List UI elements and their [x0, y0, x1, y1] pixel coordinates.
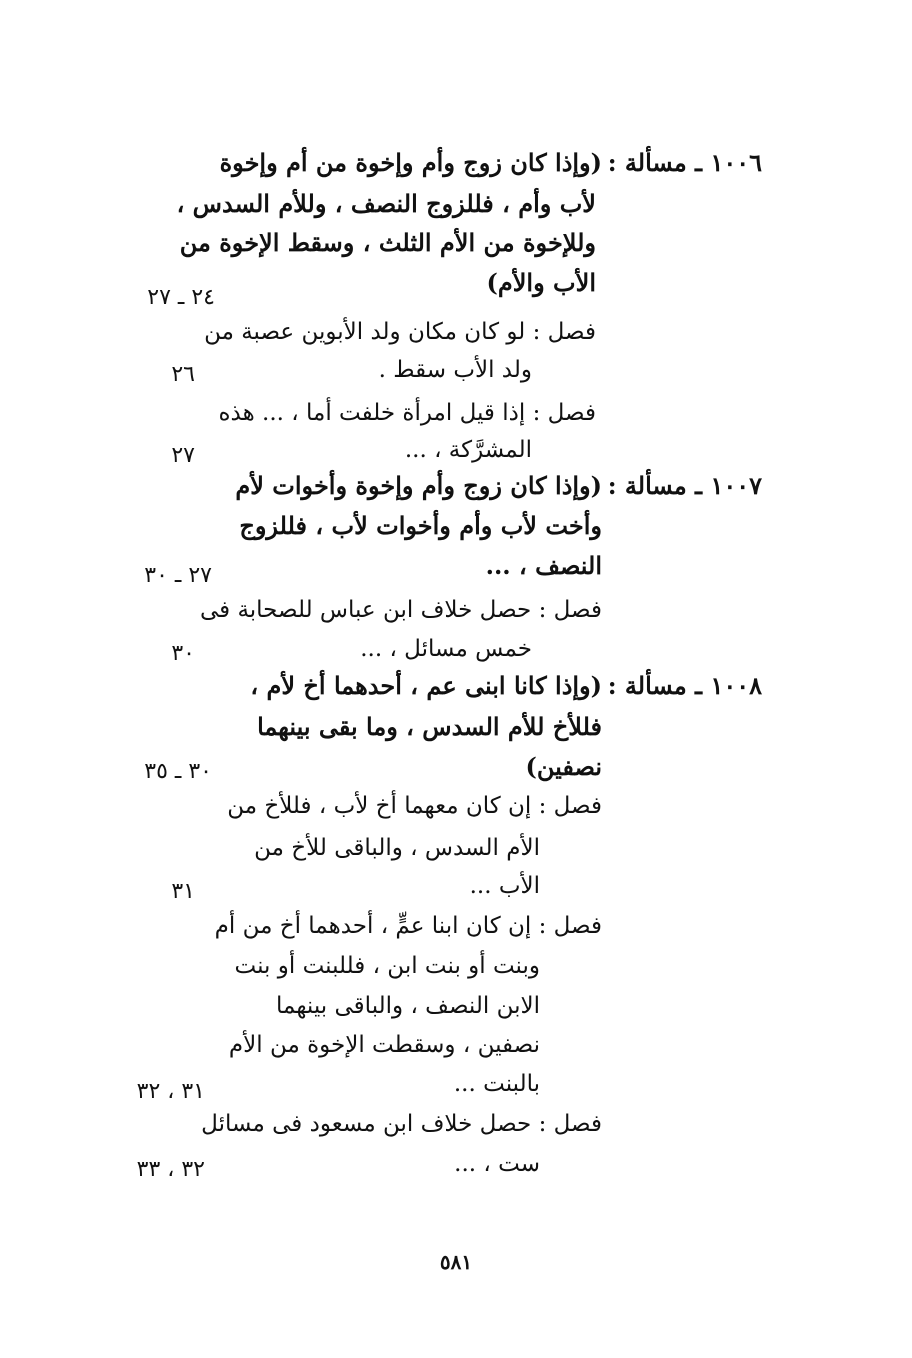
page-reference: ٢٧ ـ ٣٠ — [144, 563, 212, 588]
section-line: فصل : إذا قيل امرأة خلفت أما ، ... هذه — [218, 400, 596, 426]
section-line: فصل : حصل خلاف ابن مسعود فى مسائل — [201, 1111, 602, 1137]
entry-line: وأخت لأب وأم وأخوات لأب ، فللزوج — [239, 511, 602, 540]
section-line: ست ، ... — [454, 1151, 540, 1177]
entry-line: النصف ، ... — [485, 551, 602, 580]
entry-label: ١٠٠٦ ـ مسألة : — [607, 148, 762, 177]
entry-line: نصفين) — [525, 752, 602, 781]
entry-line: (وإذا كان زوج وأم وإخوة من أم وإخوة — [219, 148, 602, 177]
section-line: فصل : إن كان ابنا عمٍّ ، أحدهما أخ من أم — [214, 913, 602, 939]
page-reference: ٣٠ — [171, 641, 195, 666]
page-reference: ٢٤ ـ ٢٧ — [147, 285, 215, 310]
entry-label: ١٠٠٧ ـ مسألة : — [607, 471, 762, 500]
page-reference: ٣٠ ـ ٣٥ — [144, 759, 212, 784]
entry-line: لأب وأم ، فللزوج النصف ، وللأم السدس ، — [176, 189, 596, 218]
entry-line: (وإذا كانا ابنى عم ، أحدهما أخ لأم ، — [250, 671, 602, 700]
page-number: ٥٨١ — [439, 1250, 473, 1274]
page-reference: ٢٧ — [171, 443, 195, 468]
section-line: فصل : لو كان مكان ولد الأبوين عصبة من — [204, 319, 596, 345]
section-line: ولد الأب سقط . — [378, 357, 532, 383]
section-line: الابن النصف ، والباقى بينهما — [276, 993, 540, 1019]
page-reference: ٣٢ ، ٣٣ — [136, 1157, 205, 1182]
section-line: الأب ... — [469, 873, 540, 899]
entry-line: (وإذا كان زوج وأم وإخوة وأخوات لأم — [235, 471, 602, 500]
section-line: خمس مسائل ، ... — [360, 636, 532, 662]
page-reference: ٣١ ، ٣٢ — [136, 1079, 205, 1104]
section-line: وبنت أو بنت ابن ، فللبنت أو بنت — [234, 953, 540, 979]
section-line: المشرَّكة ، ... — [404, 437, 532, 463]
section-line: بالبنت ... — [453, 1071, 540, 1097]
entry-line: الأب والأم) — [486, 268, 596, 297]
entry-line: وللإخوة من الأم الثلث ، وسقط الإخوة من — [179, 228, 596, 257]
section-line: الأم السدس ، والباقى للأخ من — [254, 835, 540, 861]
entry-line: فللأخ للأم السدس ، وما بقى بينهما — [257, 712, 602, 741]
entry-label: ١٠٠٨ ـ مسألة : — [607, 671, 762, 700]
section-line: فصل : إن كان معهما أخ لأب ، فللأخ من — [227, 793, 602, 819]
page-reference: ٣١ — [171, 879, 195, 904]
page-reference: ٢٦ — [171, 362, 195, 387]
section-line: فصل : حصل خلاف ابن عباس للصحابة فى — [199, 597, 602, 623]
section-line: نصفين ، وسقطت الإخوة من الأم — [228, 1032, 540, 1058]
